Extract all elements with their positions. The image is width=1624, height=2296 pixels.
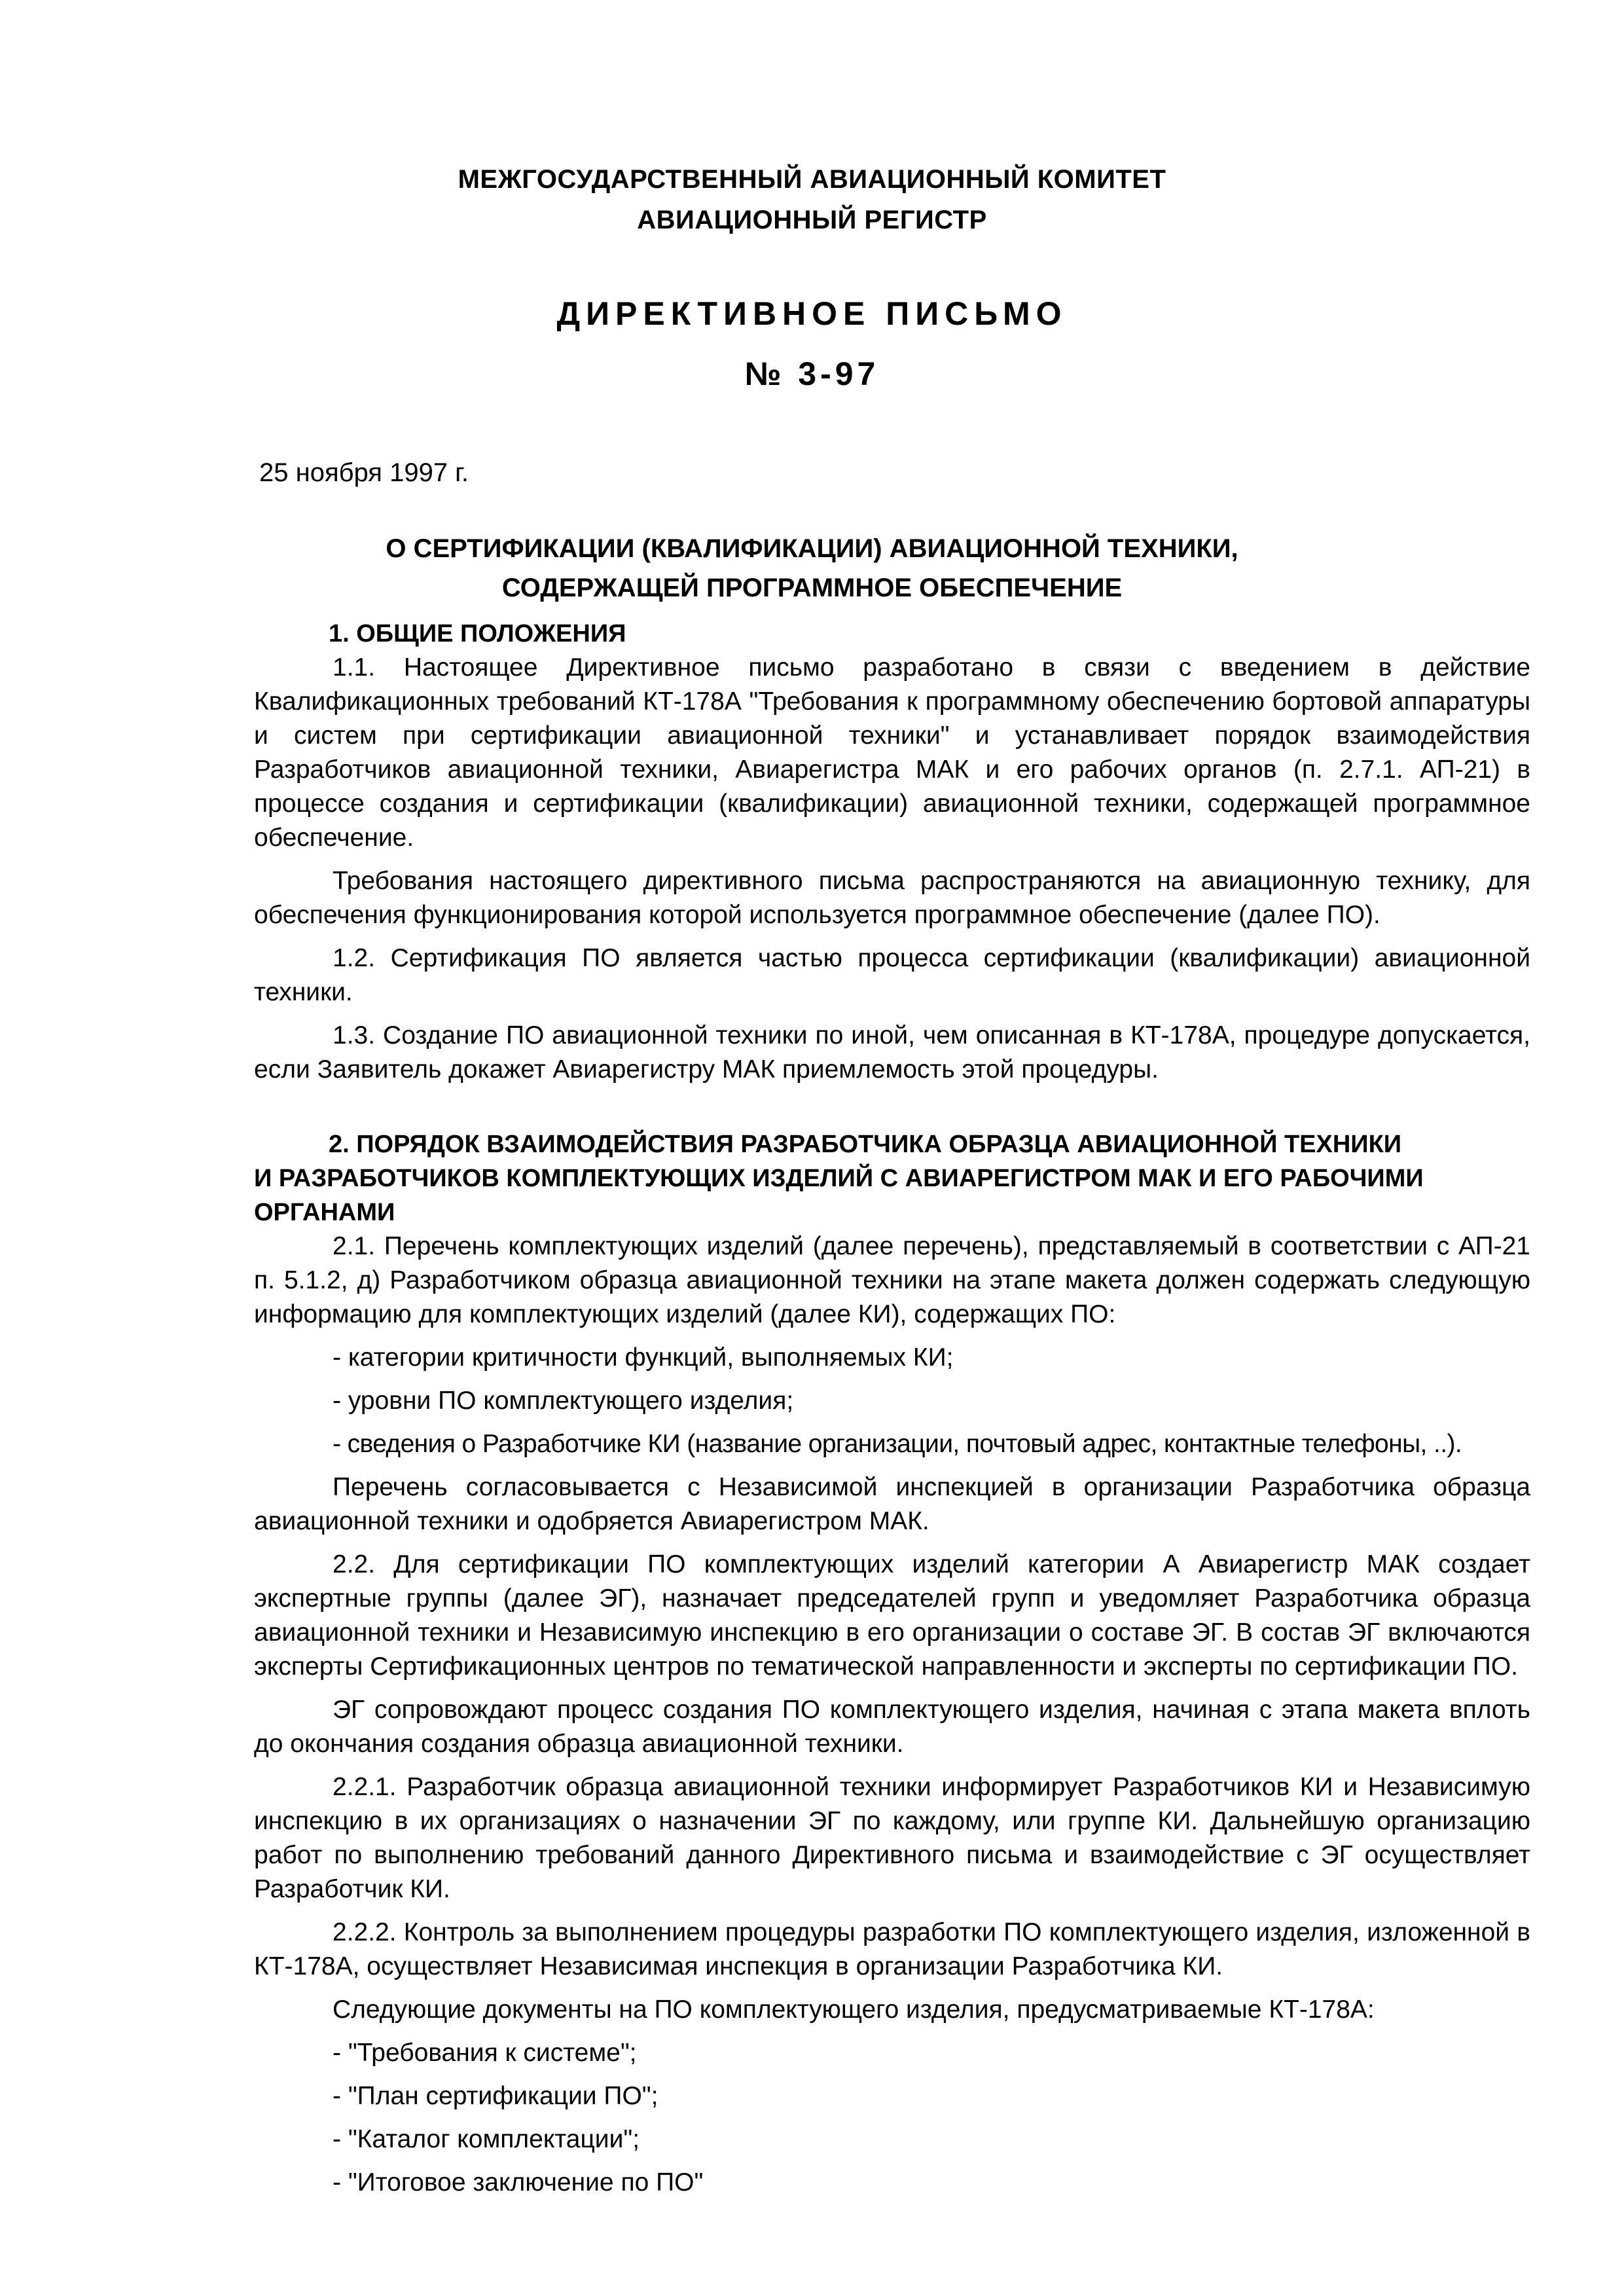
document-header: [0, 159, 1624, 240]
paragraph: 1.3. Создание ПО авиационной техники по иной, чем описанная в КТ-178А, процедуре допускается, если Заявитель докажет Авиарегистру МАК приемлемость этой процедуры.: [254, 1021, 1530, 1084]
paragraph: Следующие документы на ПО комплектующего изделия, предусматриваемые КТ-178А:: [333, 1995, 1375, 2024]
list-item: - "Требования к системе";: [333, 2039, 637, 2067]
list-item: - "Итоговое заключение по ПО": [333, 2168, 704, 2196]
list-item: - "План сертификации ПО";: [333, 2082, 659, 2110]
section-heading: 2. ПОРЯДОК ВЗАИМОДЕЙСТВИЯ РАЗРАБОТЧИКА ОБРАЗЦА АВИАЦИОННОЙ ТЕХНИКИ: [329, 1131, 1402, 1158]
section-spacer: [254, 1096, 1530, 1127]
paragraph: 2.2.1. Разработчик образца авиационной техники информирует Разработчиков КИ и Независимую инспекцию в их организациях о назначении ЭГ по каждому, или группе КИ. Дальнейшую организацию работ по выполнению требований данного Директивного письма и взаимодействие с ЭГ осуществляет Разработчик КИ.: [254, 1773, 1530, 1903]
paragraph: 1.1. Настоящее Директивное письмо разработано в связи с введением в действие Квалификационных требований КТ-178А "Требования к программному обеспечению бортовой аппаратуры и систем при сертификации авиационной техники" и устанавливает порядок взаимодействия Разработчиков авиационной техники, Авиарегистра МАК и его рабочих органов (п. 2.7.1. АП-21) в процессе создания и сертификации (квалификации) авиационной техники, содержащей программное обеспечение.: [254, 653, 1530, 852]
document-date: 25 ноября 1997 г.: [259, 458, 469, 487]
organization-name: МЕЖГОСУДАРСТВЕННЫЙ АВИАЦИОННЫЙ КОМИТЕТ: [458, 165, 1166, 194]
paragraph: 2.1. Перечень комплектующих изделий (далее перечень), представляемый в соответствии с АП-21 п. 5.1.2, д) Разработчиком образца авиационной техники на этапе макета должен содержать следующую информацию для комплектующих изделий (далее КИ), содержащих ПО:: [254, 1232, 1530, 1328]
document-title: [0, 529, 1624, 608]
section-heading: И РАЗРАБОТЧИКОВ КОМПЛЕКТУЮЩИХ ИЗДЕЛИЙ С АВИАРЕГИСТРОМ МАК И ЕГО РАБОЧИМИ ОРГАНАМИ: [254, 1165, 1424, 1226]
paragraph: 2.2. Для сертификации ПО комплектующих изделий категории А Авиарегистр МАК создает экспертные группы (далее ЭГ), назначает председателей групп и уведомляет Разработчика образца авиационной техники и Независимую инспекцию в его организации о составе ЭГ. В состав ЭГ включаются эксперты Сертификационных центров по тематической направленности и эксперты по сертификации ПО.: [254, 1550, 1530, 1681]
registry-name: АВИАЦИОННЫЙ РЕГИСТР: [637, 206, 987, 234]
list-item: - "Каталог комплектации";: [333, 2125, 640, 2153]
list-item: - сведения о Разработчике КИ (название организации, почтовый адрес, контактные телефоны, ..).: [333, 1430, 1462, 1458]
list-item: - уровни ПО комплектующего изделия;: [333, 1387, 794, 1415]
paragraph: Требования настоящего директивного письма распространяются на авиационную технику, для обеспечения функционирования которой используется программное обеспечение (далее ПО).: [254, 867, 1530, 929]
list-item: - категории критичности функций, выполняемых КИ;: [333, 1343, 954, 1372]
title-line: О СЕРТИФИКАЦИИ (КВАЛИФИКАЦИИ) АВИАЦИОННОЙ ТЕХНИКИ,: [386, 534, 1238, 563]
paragraph: 2.2.2. Контроль за выполнением процедуры разработки ПО комплектующего изделия, изложенной в КТ-178А, осуществляет Независимая инспекция в организации Разработчика КИ.: [254, 1918, 1530, 1980]
document-body: [254, 617, 1530, 2209]
document-number: № 3-97: [744, 355, 880, 392]
paragraph: 1.2. Сертификация ПО является частью процесса сертификации (квалификации) авиационной техники.: [254, 944, 1530, 1006]
paragraph: Перечень согласовывается с Независимой инспекцией в организации Разработчика образца авиационной техники и одобряется Авиарегистром МАК.: [254, 1473, 1530, 1535]
document-type: ДИРЕКТИВНОЕ ПИСЬМО: [556, 295, 1068, 332]
title-line: СОДЕРЖАЩЕЙ ПРОГРАММНОЕ ОБЕСПЕЧЕНИЕ: [501, 574, 1123, 602]
paragraph: ЭГ сопровождают процесс создания ПО комплектующего изделия, начиная с этапа макета вплоть до окончания создания образца авиационной техники.: [254, 1696, 1530, 1758]
section-heading: 1. ОБЩИЕ ПОЛОЖЕНИЯ: [329, 620, 626, 647]
